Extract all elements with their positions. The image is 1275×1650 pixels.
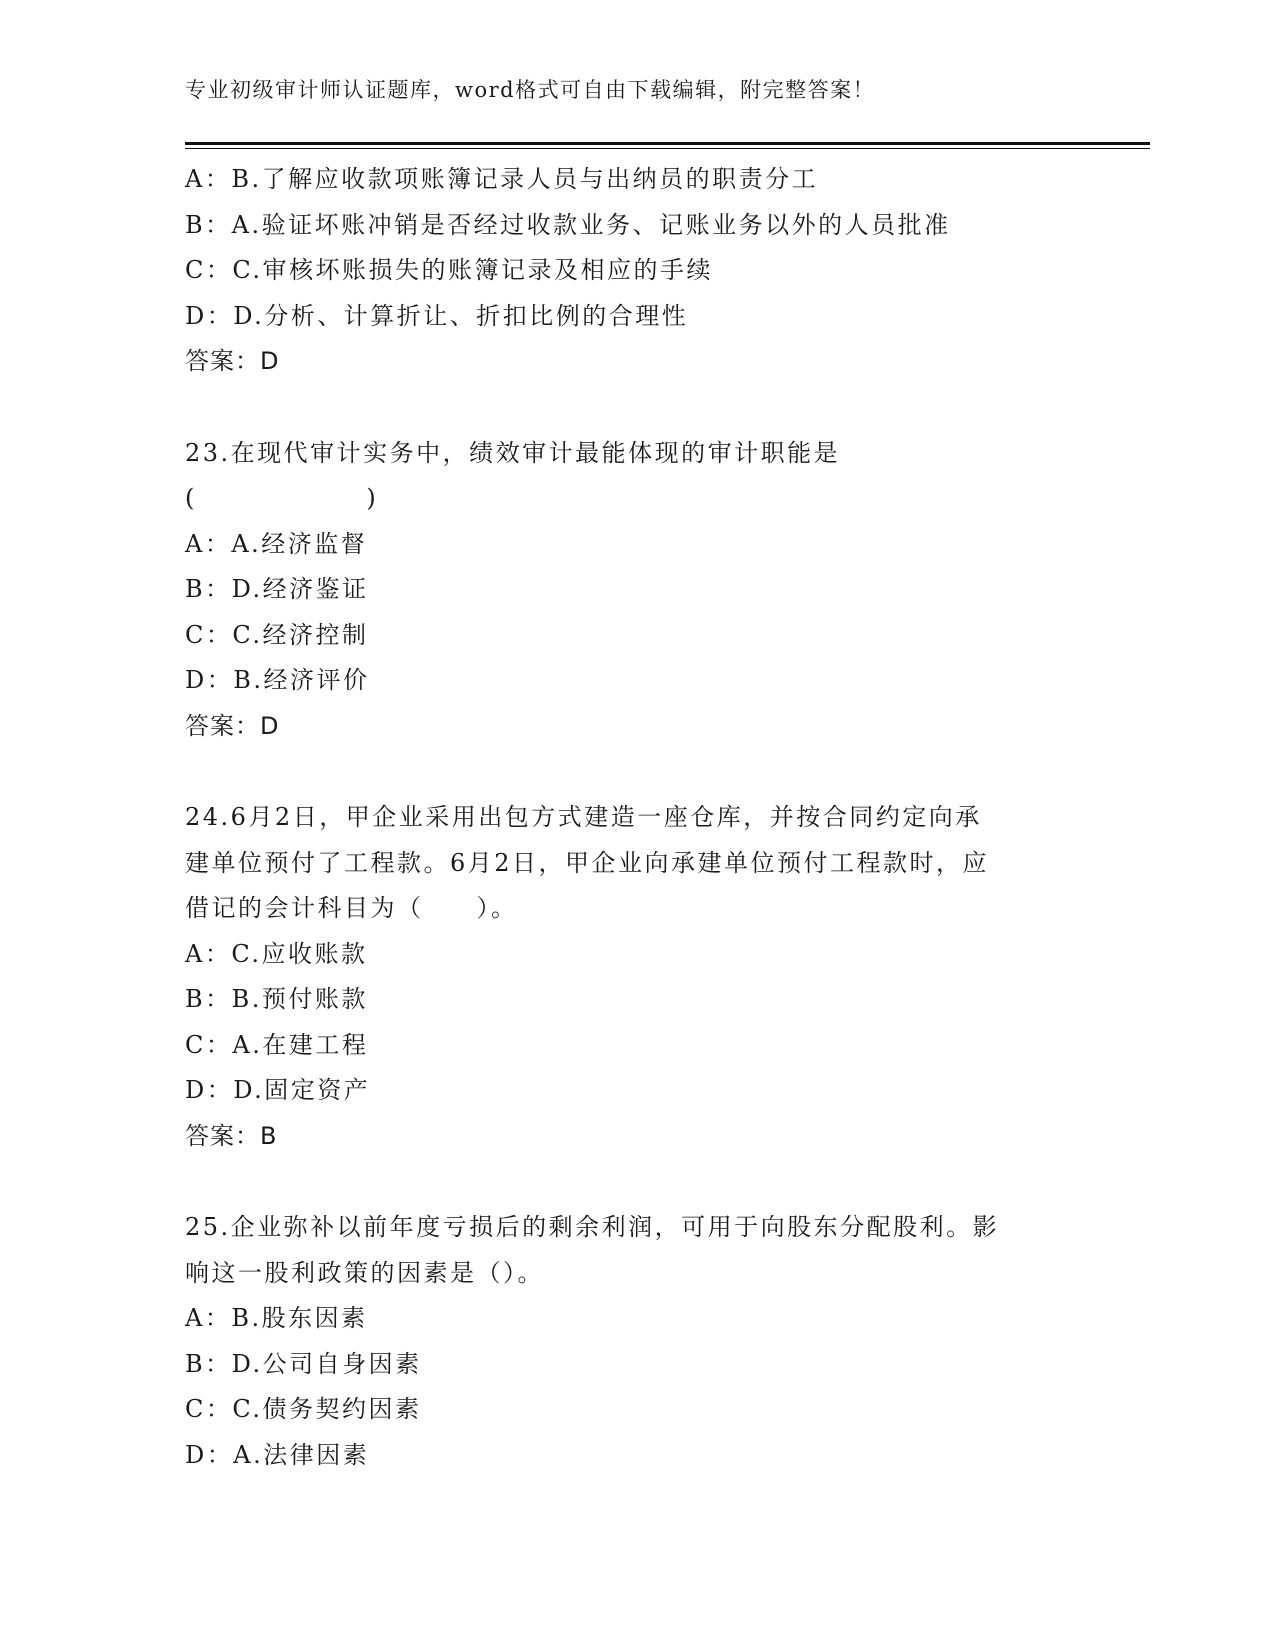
question-stem: 23.在现代审计实务中，绩效审计最能体现的审计职能是 <box>185 438 841 467</box>
header-rule <box>185 142 1150 145</box>
question-content <box>185 157 1085 1478</box>
answer-blank <box>185 476 1085 522</box>
option-a: A：C.应收账款 <box>185 939 368 968</box>
option-d: D：D.分析、计算折让、折扣比例的合理性 <box>185 301 689 330</box>
option-b: B：A.验证坏账冲销是否经过收款业务、记账业务以外的人员批准 <box>185 210 951 239</box>
page-header: 专业初级审计师认证题库，word格式可自由下载编辑，附完整答案！ <box>185 78 876 102</box>
option-a: A：A.经济监督 <box>185 529 368 558</box>
option-b: B：B.预付账款 <box>185 985 368 1013</box>
question-stem-line-2: 响这一股利政策的因素是（）。 <box>185 1258 544 1287</box>
option-c: C：C.经济控制 <box>185 620 369 649</box>
option-d: D：D.固定资产 <box>185 1076 371 1104</box>
paren-open: ( <box>185 484 195 512</box>
option-b: B：D.公司自身因素 <box>185 1349 422 1378</box>
option-d: D：A.法律因素 <box>185 1440 370 1469</box>
question-22 <box>185 157 1085 385</box>
option-c: C：A.在建工程 <box>185 1030 369 1059</box>
question-stem-line-3: 借记的会计科目为（ ）。 <box>185 894 518 922</box>
option-d: D：B.经济评价 <box>185 666 370 694</box>
answer: 答案：D <box>185 711 280 740</box>
option-a: A：B.了解应收款项账簿记录人员与出纳员的职责分工 <box>185 165 819 193</box>
option-c: C：C.债务契约因素 <box>185 1395 422 1423</box>
answer: 答案：D <box>185 347 280 375</box>
option-a: A：B.股东因素 <box>185 1304 368 1332</box>
spacer <box>185 1159 1085 1205</box>
question-25 <box>185 1205 1085 1478</box>
header-rule-thin <box>185 148 1150 149</box>
question-stem-line-2: 建单位预付了工程款。6月2日，甲企业向承建单位预付工程款时，应 <box>185 848 990 877</box>
question-23 <box>185 431 1085 750</box>
question-24 <box>185 795 1085 1159</box>
option-b: B：D.经济鉴证 <box>185 575 369 603</box>
paren-close: ) <box>366 484 376 512</box>
spacer <box>185 385 1085 431</box>
spacer <box>185 749 1085 795</box>
answer: 答案：B <box>185 1121 278 1150</box>
question-stem-line-1: 24.6月2日，甲企业采用出包方式建造一座仓库，并按合同约定向承 <box>185 803 982 831</box>
option-c: C：C.审核坏账损失的账簿记录及相应的手续 <box>185 256 713 284</box>
question-stem-line-1: 25.企业弥补以前年度亏损后的剩余利润，可用于向股东分配股利。影 <box>185 1213 1000 1241</box>
